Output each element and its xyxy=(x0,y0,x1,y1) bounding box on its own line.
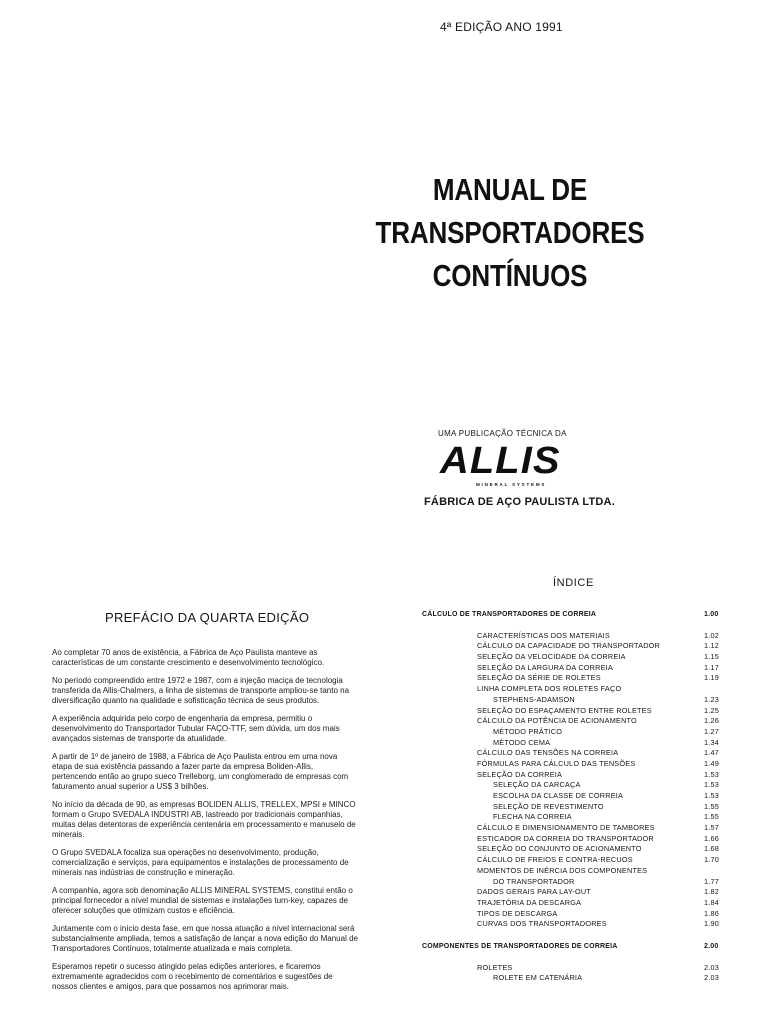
toc-entry xyxy=(422,759,722,770)
toc-entry-title: SELEÇÃO DO ESPAÇAMENTO ENTRE ROLETES xyxy=(477,705,652,715)
toc-entry-title: ROLETE EM CATENÁRIA xyxy=(493,973,583,983)
toc-entry xyxy=(422,695,722,706)
toc-entry-title: COMPONENTES DE TRANSPORTADORES DE CORREIA xyxy=(422,942,618,950)
company-name: FÁBRICA DE AÇO PAULISTA LTDA. xyxy=(424,496,615,508)
toc-entry-title: CURVAS DOS TRANSPORTADORES xyxy=(477,919,607,929)
toc-entry-title: TRAJETÓRIA DA DESCARGA xyxy=(477,897,582,907)
toc-entry-page: 1.12 xyxy=(704,641,720,651)
toc-entry-title: ESCOLHA DA CLASSE DE CORREIA xyxy=(493,791,624,800)
toc-entry-page: 1.27 xyxy=(704,726,720,736)
toc-entry xyxy=(422,919,722,930)
toc-entry xyxy=(422,834,722,845)
toc-entry-title: STEPHENS-ADAMSON xyxy=(493,694,575,704)
toc-entry xyxy=(422,855,722,866)
toc-entry-page: 1.53 xyxy=(704,769,720,779)
logo-wordmark: ALLIS xyxy=(440,440,561,482)
toc-entry-page: 1.53 xyxy=(704,780,720,790)
toc-entry xyxy=(422,748,722,759)
toc-entry xyxy=(422,738,722,749)
toc-entry xyxy=(422,780,722,791)
toc-entry xyxy=(422,727,722,738)
toc-entry-page: 1.70 xyxy=(704,855,720,865)
toc-entry xyxy=(422,770,722,781)
toc-entry-title: LINHA COMPLETA DOS ROLETES FAÇO xyxy=(477,684,622,694)
toc-entry-page: 1.55 xyxy=(704,812,720,822)
toc-entry-title: CÁLCULO DE FREIOS E CONTRA-RECUOS xyxy=(477,855,633,865)
toc-entry-title: CÁLCULO DAS TENSÕES NA CORREIA xyxy=(477,748,619,758)
toc-entry-title: SELEÇÃO DO CONJUNTO DE ACIONAMENTO xyxy=(477,844,642,854)
toc-entry-title: DADOS GERAIS PARA LAY-OUT xyxy=(477,887,591,897)
toc-entry-title: CÁLCULO DA CAPACIDADE DO TRANSPORTADOR xyxy=(477,641,661,651)
toc-entry-page: 1.15 xyxy=(704,652,720,662)
toc-entry-page: 2.03 xyxy=(704,973,720,983)
toc-entry-title: SELEÇÃO DA SÉRIE DE ROLETES xyxy=(477,673,601,683)
toc-entry-page: 1.84 xyxy=(704,897,720,907)
publication-note: UMA PUBLICAÇÃO TÉCNICA DA xyxy=(438,429,567,438)
toc-entry-title: SELEÇÃO DA VELOCIDADE DA CORREIA xyxy=(477,652,626,662)
preface-paragraph: No período compreendido entre 1972 e 1987, com a injeção maciça de tecnologia transferida da Allis-Chalmers, a linha de sistemas de transporte ampliou-se tanto na diversificação quanto na qualidade e sofisticação técnica de seus produtos. xyxy=(52,676,350,705)
toc-entry-page: 1.25 xyxy=(704,705,720,715)
preface-paragraph: No início da década de 90, as empresas BOLIDEN ALLIS, TRELLEX, MPSI e MINCO formam o Grupo SVEDALA INDUSTRI AB, lastreado por tradicionais companhias, muitas delas detentoras de experiência centenária em processamento e manuseio de minerais. xyxy=(52,800,356,839)
toc-entry-page: 1.77 xyxy=(704,876,720,886)
toc-entry-page: 1.23 xyxy=(704,694,720,704)
edition-label: 4ª EDIÇÃO ANO 1991 xyxy=(440,20,563,34)
toc-entry-page: 1.34 xyxy=(704,737,720,747)
toc-entry-page: 1.55 xyxy=(704,801,720,811)
toc-entry xyxy=(422,844,722,855)
toc-entry-title: CARACTERÍSTICAS DOS MATERIAIS xyxy=(477,630,610,640)
manual-title xyxy=(330,168,690,297)
toc-entry xyxy=(422,631,722,642)
toc-entry-page: 1.82 xyxy=(704,887,720,897)
toc-entry-page: 1.49 xyxy=(704,758,720,768)
toc-entry-page: 1.86 xyxy=(704,908,720,918)
toc-entry-title: ROLETES xyxy=(477,962,513,972)
preface-paragraph: Juntamente com o início desta fase, em que nossa atuação a nível internacional será substancialmente ampliada, temos a satisfação de lançar a nova edição do Manual de Transportadores Contínuos, totalmente atualizada e mais completa. xyxy=(52,924,358,953)
preface-paragraph: A partir de 1º de janeiro de 1988, a Fábrica de Aço Paulista entrou em uma nova etapa de sua existência passando a fazer parte da empresa Boliden-Allis, pertencendo então ao grupo sueco Trelleborg, um conglomerado de empresas com faturamento anual superior a US$ 3 bilhões. xyxy=(52,752,349,791)
toc-entry-page: 1.53 xyxy=(704,791,720,800)
preface-paragraph: Esperamos repetir o sucesso atingido pelas edições anteriores, e ficaremos extremamente agradecidos com o recebimento de comentários e sugestões de nossos clientes e amigos, para que possamos nos aprimorar mais. xyxy=(52,962,333,991)
toc-entry xyxy=(422,673,722,684)
toc-entry xyxy=(422,877,722,888)
title-line-2: TRANSPORTADORES xyxy=(375,215,645,250)
toc-entry-page: 1.02 xyxy=(704,630,720,640)
toc-entry-page: 1.47 xyxy=(704,748,720,758)
toc-entry-title: MÉTODO CEMA xyxy=(493,737,551,747)
toc-entry-title: SELEÇÃO DE REVESTIMENTO xyxy=(493,801,604,811)
toc-entry xyxy=(422,663,722,674)
toc-entry xyxy=(422,791,722,802)
toc-entry-page: 1.57 xyxy=(704,823,720,833)
toc-entry-page: 2.03 xyxy=(704,962,720,972)
toc-entry-page: 1.19 xyxy=(704,673,720,683)
toc-entry-page: 1.66 xyxy=(704,833,720,843)
logo-subtitle: MINERAL SYSTEMS xyxy=(476,482,547,487)
toc-entry-title: SELEÇÃO DA CARCAÇA xyxy=(493,780,581,790)
toc-entry-title: CÁLCULO DE TRANSPORTADORES DE CORREIA xyxy=(422,611,597,618)
toc-entry-title: FLECHA NA CORREIA xyxy=(493,812,572,822)
toc-entry xyxy=(422,973,722,984)
toc-entry-title: SELEÇÃO DA LARGURA DA CORREIA xyxy=(477,662,613,672)
toc-spacer xyxy=(422,953,722,963)
toc-entry xyxy=(422,909,722,920)
preface-paragraph: A experiência adquirida pelo corpo de engenharia da empresa, permitiu o desenvolvimento do Transportador Tubular FAÇO-TTF, sem dúvida, um dos mais avançados sistemas de transporte da atualidade. xyxy=(52,714,340,743)
allis-logo xyxy=(440,442,562,492)
toc-entry-title: CÁLCULO DA POTÊNCIA DE ACIONAMENTO xyxy=(477,716,637,726)
toc-entry-title: TIPOS DE DESCARGA xyxy=(477,908,558,918)
toc-entry xyxy=(422,652,722,663)
toc-entry xyxy=(422,716,722,727)
toc-entry-page: 2.00 xyxy=(704,942,719,950)
table-of-contents xyxy=(422,610,722,984)
title-line-3: CONTÍNUOS xyxy=(432,258,588,293)
toc-entry-page: 1.90 xyxy=(704,919,720,929)
toc-entry xyxy=(422,898,722,909)
toc-spacer xyxy=(422,930,722,942)
toc-section xyxy=(422,942,722,953)
preface-paragraph: A companhia, agora sob denominação ALLIS MINERAL SYSTEMS, constitui então o principal fornecedor a nível mundial de sistemas e instalações turn-key, capazes de oferecer soluções que otimizam custos e eficiência. xyxy=(52,886,353,915)
toc-entry xyxy=(422,802,722,813)
toc-entry-page: 1.26 xyxy=(704,716,720,726)
preface-body xyxy=(52,648,358,1000)
preface-title: PREFÁCIO DA QUARTA EDIÇÃO xyxy=(105,610,310,625)
toc-entry xyxy=(422,706,722,717)
toc-entry xyxy=(422,823,722,834)
toc-entry-title: CÁLCULO E DIMENSIONAMENTO DE TAMBORES xyxy=(477,823,655,833)
toc-entry xyxy=(422,684,722,695)
toc-entry-title: MOMENTOS DE INÉRCIA DOS COMPONENTES xyxy=(477,865,648,875)
toc-entry xyxy=(422,641,722,652)
preface-paragraph: Ao completar 70 anos de existência, a Fábrica de Aço Paulista manteve as características de um constante crescimento e desenvolvimento tecnológico. xyxy=(52,648,325,667)
toc-entry-title: FÓRMULAS PARA CÁLCULO DAS TENSÕES xyxy=(477,758,636,768)
preface-paragraph: O Grupo SVEDALA focaliza sua operações no desenvolvimento, produção, comercialização e serviços, para equipamentos e instalações de processamento de minerais nas indústrias de construção e mineração. xyxy=(52,848,349,877)
toc-section xyxy=(422,610,722,621)
toc-entry xyxy=(422,963,722,974)
toc-spacer xyxy=(422,621,722,631)
toc-entry-page: 1.17 xyxy=(704,662,720,672)
toc-entry-title: ESTICADOR DA CORREIA DO TRANSPORTADOR xyxy=(477,833,654,843)
toc-entry-page: 1.68 xyxy=(704,844,720,854)
index-title: ÍNDICE xyxy=(553,577,594,589)
title-line-1: MANUAL DE xyxy=(432,172,588,207)
toc-entry-title: MÉTODO PRÁTICO xyxy=(493,726,563,736)
toc-entry xyxy=(422,887,722,898)
toc-entry-title: DO TRANSPORTADOR xyxy=(493,876,575,886)
toc-entry xyxy=(422,812,722,823)
toc-entry xyxy=(422,866,722,877)
toc-entry-title: SELEÇÃO DA CORREIA xyxy=(477,769,563,779)
toc-entry-page: 1.00 xyxy=(704,611,719,618)
